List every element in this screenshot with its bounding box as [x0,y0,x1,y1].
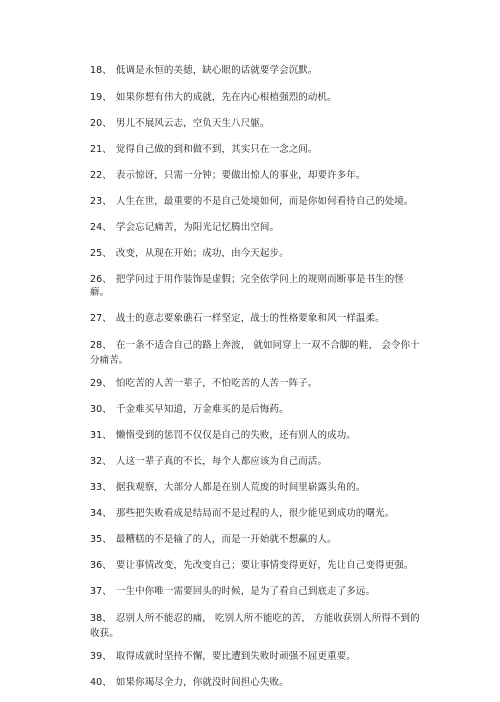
quote-number: 39、 [90,651,112,662]
quote-text: 如果你竭尽全力，你就没时间担心失败。 [115,677,289,688]
quote-text: 如果你想有伟大的成就，先在内心根植强烈的动机。 [115,92,337,103]
quote-number: 33、 [90,482,112,493]
quote-number: 19、 [90,92,112,103]
quote-item [90,247,420,260]
quote-item [90,650,420,663]
quote-number: 32、 [90,456,112,467]
quote-item [90,221,420,234]
quote-number: 29、 [90,378,112,389]
quote-text: 学会忘记痛苦，为阳光记忆腾出空间。 [115,222,280,233]
quote-list [90,64,420,702]
quote-text: 忍别人所不能忍的痛， 吃别人所不能吃的苦， 方能收获别人所得不到的收获。 [90,613,420,639]
quote-text: 男儿不展风云志，空负天生八尺躯。 [115,118,270,129]
quote-text: 懒惰受到的惩罚不仅仅是自己的失败，还有别人的成功。 [115,430,356,441]
quote-item [90,143,420,156]
quote-text: 战士的意志要象礁石一样坚定，战士的性格要象和风一样温柔。 [115,313,385,324]
quote-number: 38、 [90,613,112,624]
quote-number: 34、 [90,508,112,519]
quote-item [90,429,420,442]
quote-text: 在一条不适合自己的路上奔波， 就如同穿上一双不合脚的鞋， 会令你十分痛苦。 [90,340,420,366]
quote-text: 一生中你唯一需要回头的时候，是为了看自己到底走了多远。 [115,586,376,597]
quote-number: 30、 [90,404,112,415]
quote-item [90,611,420,641]
quote-text: 要让事情改变，先改变自己；要让事情变得更好，先让自己变得更强。 [115,560,414,571]
quote-number: 28、 [90,340,112,351]
quote-text: 人这一辈子真的不长，每个人都应该为自己而活。 [115,456,328,467]
quote-text: 据我观察，大部分人都是在别人荒废的时间里崭露头角的。 [115,482,366,493]
quote-item [90,403,420,416]
quote-item [90,481,420,494]
quote-item [90,273,420,299]
quote-number: 35、 [90,534,112,545]
quote-number: 37、 [90,586,112,597]
quote-number: 36、 [90,560,112,571]
quote-text: 最糟糕的不是输了的人，而是一开始就不想赢的人。 [115,534,337,545]
quote-text: 人生在世，最重要的不是自己处境如何，而是你如何看待自己的处境。 [115,196,414,207]
quote-item [90,377,420,390]
quote-text: 把学问过于用作装饰是虚假；完全依学问上的规则而断事是书生的怪癖。 [90,274,404,298]
quote-item [90,117,420,130]
quote-number: 40、 [90,677,112,688]
quote-text: 觉得自己做的到和做不到，其实只在一念之间。 [115,144,318,155]
quote-number: 25、 [90,248,112,259]
quote-item [90,676,420,689]
quote-item [90,585,420,598]
quote-item [90,64,420,77]
quote-item [90,195,420,208]
quote-number: 24、 [90,222,112,233]
quote-number: 31、 [90,430,112,441]
quote-number: 23、 [90,196,112,207]
quote-item [90,169,420,182]
quote-item [90,455,420,468]
quote-number: 21、 [90,144,112,155]
quote-text: 那些把失败看成是结局而不是过程的人，很少能见到成功的曙光。 [115,508,395,519]
quote-item [90,91,420,104]
quote-text: 怕吃苦的人苦一辈子，不怕吃苦的人苦一阵子。 [115,378,318,389]
quote-item [90,533,420,546]
quote-item [90,507,420,520]
quote-text: 取得成就时坚持不懈，要比遭到失败时顽强不屈更重要。 [115,651,356,662]
quote-item [90,312,420,325]
quote-number: 20、 [90,118,112,129]
quote-text: 表示惊讶，只需一分钟；要做出惊人的事业，却要许多年。 [115,170,366,181]
quote-item [90,338,420,368]
quote-number: 27、 [90,313,112,324]
quote-number: 26、 [90,274,112,285]
quote-number: 18、 [90,65,112,76]
quote-number: 22、 [90,170,112,181]
quote-text: 低调是永恒的美德，缺心眼的话就要学会沉默。 [115,65,318,76]
quote-text: 千金难买早知道，万金难买的是后悔药。 [115,404,289,415]
quote-text: 改变，从现在开始；成功，由今天起步。 [115,248,289,259]
